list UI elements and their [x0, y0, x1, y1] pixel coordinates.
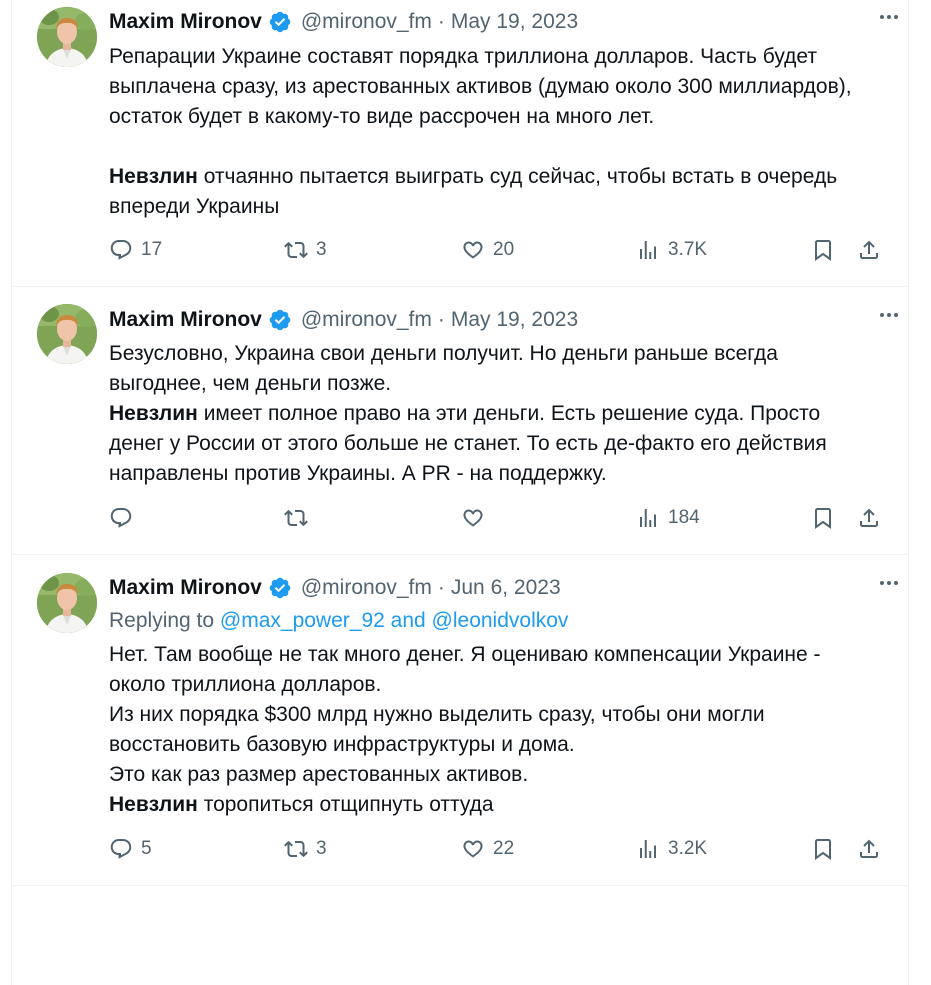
tweet-header [109, 6, 888, 38]
tweet-header [109, 304, 888, 336]
author-handle[interactable]: @mironov_fm [300, 576, 432, 599]
bold-name: Невзлин [109, 793, 198, 816]
tweet-paragraph [109, 790, 880, 820]
tweet-paragraph [109, 399, 880, 489]
retweet-icon [284, 238, 308, 262]
tweet[interactable] [12, 287, 908, 555]
tweet-date[interactable]: Jun 6, 2023 [450, 576, 561, 599]
author-handle[interactable]: @mironov_fm [300, 10, 432, 33]
views-count: 3.7K [668, 239, 708, 260]
tweet-text [109, 606, 880, 820]
verified-badge-icon [268, 308, 292, 332]
views-icon [636, 506, 660, 530]
retweet-button[interactable] [284, 506, 316, 530]
reply-count: 5 [141, 838, 152, 859]
bookmark-icon [811, 238, 835, 262]
retweet-icon [284, 506, 308, 530]
separator: · [437, 10, 445, 33]
bookmark-button[interactable] [811, 506, 835, 530]
tweet[interactable] [12, 555, 908, 886]
tweet-text-rest: торопиться отщипнуть оттуда [197, 793, 494, 816]
bookmark-icon [811, 837, 835, 861]
like-count: 20 [493, 239, 515, 260]
retweet-count: 3 [316, 239, 327, 260]
action-bar [109, 506, 888, 536]
tweet-text [109, 339, 880, 489]
separator: · [437, 576, 445, 599]
replying-to [109, 606, 880, 636]
like-button[interactable] [461, 506, 493, 530]
reply-icon [109, 238, 133, 262]
like-count: 22 [493, 838, 515, 859]
avatar[interactable] [37, 7, 97, 67]
tweet-date[interactable]: May 19, 2023 [450, 308, 579, 331]
like-icon [461, 837, 485, 861]
tweet-paragraph: Нет. Там вообще не так много денег. Я оцениваю компенсации Украине - около триллиона долларов. [109, 643, 821, 696]
tweet-paragraph: Безусловно, Украина свои деньги получит. Но деньги раньше всегда выгоднее, чем деньги позже. [109, 342, 778, 395]
bold-name: Невзлин [109, 402, 198, 425]
avatar[interactable] [37, 573, 97, 633]
mention-link[interactable]: @leonidvolkov [431, 609, 569, 632]
author-name[interactable]: Maxim Mironov [109, 576, 262, 599]
views-button[interactable] [636, 837, 707, 861]
like-icon [461, 506, 485, 530]
tweet-text [109, 42, 880, 222]
reply-icon [109, 837, 133, 861]
action-bar [109, 837, 888, 867]
retweet-button[interactable] [284, 238, 327, 262]
avatar[interactable] [37, 304, 97, 364]
share-icon [857, 837, 881, 861]
reply-button[interactable] [109, 238, 162, 262]
verified-badge-icon [268, 10, 292, 34]
like-icon [461, 238, 485, 262]
replying-and: and [384, 609, 432, 632]
share-icon [857, 238, 881, 262]
like-button[interactable] [461, 837, 514, 861]
author-handle[interactable]: @mironov_fm [300, 308, 432, 331]
reply-button[interactable] [109, 837, 152, 861]
retweet-button[interactable] [284, 837, 327, 861]
tweet[interactable] [12, 0, 908, 287]
views-icon [636, 238, 660, 262]
tweet-date[interactable]: May 19, 2023 [450, 10, 579, 33]
retweet-icon [284, 837, 308, 861]
more-icon[interactable] [874, 302, 904, 328]
tweet-paragraph: Из них порядка $300 млрд нужно выделить сразу, чтобы они могли восстановить базовую инфраструктуры и дома. [109, 703, 765, 756]
share-button[interactable] [857, 506, 881, 530]
reply-count: 17 [141, 239, 163, 260]
retweet-count: 3 [316, 838, 327, 859]
views-button[interactable] [636, 238, 707, 262]
views-button[interactable] [636, 506, 700, 530]
bookmark-button[interactable] [811, 837, 835, 861]
bookmark-button[interactable] [811, 238, 835, 262]
author-name[interactable]: Maxim Mironov [109, 308, 262, 331]
share-button[interactable] [857, 837, 881, 861]
replying-prefix: Replying to [109, 609, 220, 632]
like-button[interactable] [461, 238, 514, 262]
share-icon [857, 506, 881, 530]
reply-icon [109, 506, 133, 530]
verified-badge-icon [268, 576, 292, 600]
reply-button[interactable] [109, 506, 141, 530]
bookmark-icon [811, 506, 835, 530]
more-icon[interactable] [874, 570, 904, 596]
views-icon [636, 837, 660, 861]
views-count: 3.2K [668, 838, 708, 859]
author-name[interactable]: Maxim Mironov [109, 10, 262, 33]
tweet-paragraph: Это как раз размер арестованных активов. [109, 763, 529, 786]
tweet-paragraph: Репарации Украине составят порядка триллиона долларов. Часть будет выплачена сразу, из арестованных активов (думаю около 300 миллиардов), остаток будет в какому-то виде рассрочен на много лет. [109, 45, 852, 128]
tweet-header [109, 572, 888, 604]
bold-name: Невзлин [109, 165, 198, 188]
tweet-text-rest: имеет полное право на эти деньги. Есть решение суда. Просто денег у России от этого больше не станет. То есть де-факто его действия направлены против Украины. А PR - на поддержку. [109, 402, 827, 485]
separator: · [437, 308, 445, 331]
timeline-column [11, 0, 909, 985]
action-bar [109, 238, 888, 268]
more-icon[interactable] [874, 4, 904, 30]
tweet-text-rest: отчаянно пытается выиграть суд сейчас, чтобы встать в очередь впереди Украины [109, 165, 838, 218]
share-button[interactable] [857, 238, 881, 262]
views-count: 184 [668, 507, 700, 528]
mention-link[interactable]: @max_power_92 [219, 609, 385, 632]
tweet-paragraph [109, 162, 880, 222]
